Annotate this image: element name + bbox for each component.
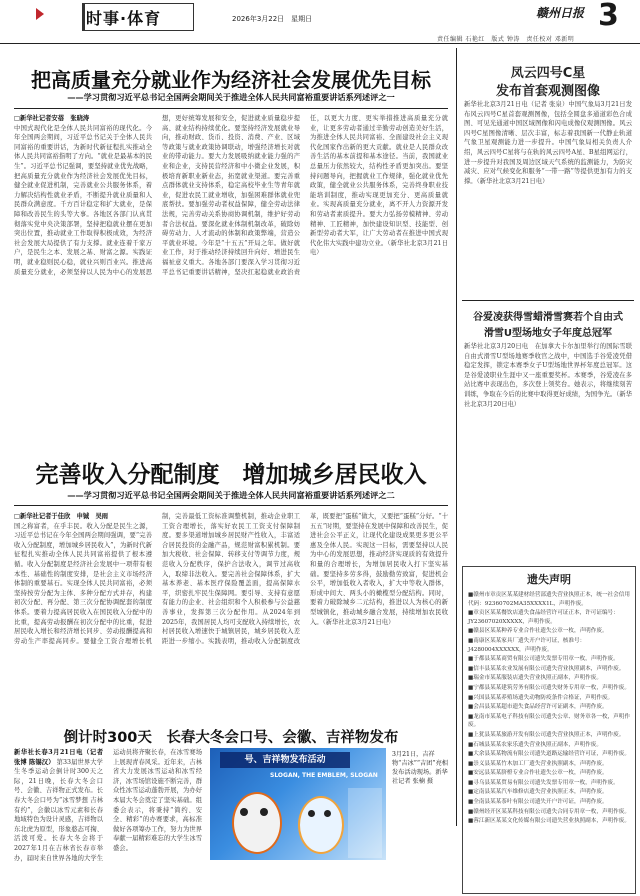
- notice-item: ■定南县某某汽车维修店遗失营业执照正本，声明作废。: [468, 789, 608, 796]
- masthead: [0, 0, 640, 44]
- skier-headline-1: 谷爱凌获得雪蜡滑雪赛若个自由式: [473, 312, 623, 323]
- notice-item: ■上犹县某某旅游开发有限公司遗失营业执照正本，声明作废。: [468, 731, 625, 738]
- mascot-left-icon: [232, 792, 282, 854]
- article3-headline: 倒计时300天 长春大冬会口号、会徽、吉祥物发布: [63, 730, 399, 746]
- article2-headline: 完善收入分配制度 增加城乡居民收入: [35, 462, 427, 488]
- photo-caption: 3月21日，吉祥物“吉冰”“吉团”亮相发布活动现场。新华社记者 张楠 摄: [392, 751, 448, 785]
- article1-byline: □新华社记者安蓓 张晓涛: [14, 115, 90, 122]
- notice-item: ■兴国县某某养殖场遗失动物防疫条件合格证，声明作废。: [468, 694, 614, 701]
- notice-item: ■瑞金市某某服装店遗失营业执照正副本，声明作废。: [468, 675, 602, 682]
- skier-headline-2: 滑雪U型场地女子年度总冠军: [483, 328, 613, 339]
- notice-box: [462, 566, 636, 894]
- article2-subhead: ——学习贯彻习近平总书记全国两会期间关于推进全体人民共同富裕重要讲话系列述评之二: [67, 490, 395, 500]
- notice-item: ■于都县某某商贸有限公司遗失发票专用章一枚，声明作废。: [468, 656, 619, 663]
- article3-body: [14, 748, 202, 890]
- notice-item: ■南康区某某家具厂遗失开户许可证，核准号：J4280004XXXXXX，声明作废。: [468, 637, 586, 653]
- article1-rule: [14, 108, 448, 109]
- sidebar-rule-1: [462, 300, 634, 301]
- article1-subhead: ——学习贯彻习近平总书记全国两会期间关于推进全体人民共同富裕重要讲话系列述评之一: [67, 92, 395, 102]
- paper-name: 赣州日报: [536, 6, 585, 20]
- satellite-headline-1: 凤云四号C星: [510, 66, 586, 81]
- column-divider: [456, 48, 457, 826]
- mascot-right-icon: [298, 796, 344, 854]
- photo-banner-en: SLOGAN, THE EMBLEM, SLOGAN: [270, 772, 378, 779]
- article2-rule: [14, 505, 448, 506]
- skier-body: 新华社北京3月20日电 在加拿大卡尔加里举行的国际雪联自由式滑雪U型场地赛季收官之战中，中国选手谷爱凌凭借稳定发挥，锁定本赛季女子U型场地世界杯年度总冠军。这是谷爱凌职业生涯中又一座重要奖杯。本赛季，谷爱凌在多站比赛中表现出色，多次登上领奖台。她表示，将继续刻苦训练，争取在今后的比赛中取得更好成绩，为国争光。（新华社北京3月20日电）: [464, 343, 632, 408]
- notice-title: 遗失声明: [527, 573, 571, 586]
- notice-item: ■会昌县某某超市遗失食品经营许可证副本，声明作废。: [468, 704, 608, 711]
- editor-credits: 责任编辑 石艳红 版式 钟涛 责任校对 邓新明: [437, 36, 575, 43]
- notice-item: ■蓉江新区某某文化传媒有限公司遗失营业执照副本，声明作废。: [468, 818, 630, 825]
- masthead-rule: [0, 43, 640, 44]
- section-marker-icon: [36, 8, 44, 20]
- article2-text: 国之称富者，在乎丰民。收入分配是民生之源，习近平总书记在今年全国两会期间强调，要“完善收入分配制度，增加城乡居民收入”，为新时代新征程扎实推动全体人民共同富裕提供了根本遵循。收入分配制度是经济社会发展中一项带有根本性、基础性的制度安排，是社会主义市场经济体制的重要基石。实现全体人民共同富裕，必须坚持按劳分配为主体、多种分配方式并存，构建初次分配、再分配、第三次分配协调配套的制度体系。要着力提高居民收入在国民收入分配中的比重，提高劳动报酬在初次分配中的比重，促进居民收入增长和经济增长同步、劳动报酬提高和劳动生产率提高同步。要健全工资合理增长机制，完善最低工资标准调整机制，推动企业职工工资合理增长，落实好农民工工资支付保障制度。要多渠道增加城乡居民财产性收入，丰富适合居民投资的金融产品，规范财富积累机制。要加大税收、社会保障、转移支付等调节力度，规范收入分配秩序，保护合法收入，调节过高收入，取缔非法收入。要完善社会保障体系，扩大基本养老、基本医疗保险覆盖面，提高保障水平，织密扎牢民生保障网。要引导、支持有意愿有能力的企业、社会组织和个人积极参与公益慈善事业，发挥第三次分配作用。从2024年到2025年，我国居民人均可支配收入持续增长，农村居民收入增速快于城镇居民，城乡居民收入差距进一步缩小。实践表明，推动收入分配制度改革，既要把“蛋糕”做大，又要把“蛋糕”分好。“十五五”时期，要坚持在发展中保障和改善民生，促进社会公平正义，让现代化建设成果更多更公平惠及全体人民。实现这一目标，需要坚持以人民为中心的发展思想，推动经济实现质的有效提升和量的合理增长，为增加居民收入打下坚实基础。要坚持多劳多得，鼓励勤劳致富，促进机会公平，增加低收入者收入，扩大中等收入群体，形成中间大、两头小的橄榄型分配结构。同时，要着力破除城乡二元结构，推进以人为核心的新型城镇化，推动城乡融合发展，持续增加农民收入。（新华社北京3月21日电）: [14, 513, 448, 645]
- notice-item: ■大余县某某物流有限公司遗失道路运输经营许可证，声明作废。: [468, 751, 630, 758]
- notice-item: ■安远县某某脐橙专业合作社遗失公章一枚，声明作废。: [468, 770, 608, 777]
- notice-item: ■寻乌县某某贸易有限公司遗失发票专用章一枚，声明作废。: [468, 779, 619, 786]
- notice-item: ■龙南市某某电子科技有限公司遗失公章、财务章各一枚，声明作废。: [468, 713, 630, 729]
- notice-item: ■赣州经开区某某科技有限公司遗失合同专用章一枚，声明作废。: [468, 808, 630, 815]
- article3-text: 第33届世界大学生冬季运动会倒计时300天之际，21日晚，长春大冬会口号、会徽、吉祥物正式发布。长春大冬会口号为“冰雪梦想 吉林有约”，会徽以冰雪元素和长春地域特色为设计灵感，吉祥物以东北虎为原型，形象憨态可掬、活泼可爱。长春大冬会将于2027年1月在吉林省长春市举办，届时来自世界各地的大学生运动员将齐聚长春，在冰雪赛场上展现青春风采。近年来，吉林省大力发展冰雪运动和冰雪经济，冰雪场馆设施不断完善，群众性冰雪运动蓬勃开展，为办好本届大冬会奠定了坚实基础。组委会表示，将秉持“简约、安全、精彩”的办赛要求，高标准做好各项筹办工作，努力为世界奉献一届精彩难忘的大学生冰雪盛会。: [14, 749, 202, 862]
- section-title: 时事·体育: [86, 9, 162, 28]
- notice-item: ■崇义县某某竹木加工厂遗失营业执照副本，声明作废。: [468, 760, 608, 767]
- article3-block: [14, 722, 448, 892]
- notice-item: ■宁都县某某建筑劳务有限公司遗失财务专用章一枚，声明作废。: [468, 684, 630, 691]
- notice-item: ■信丰县某某农业发展有限公司遗失营业执照副本，声明作废。: [468, 665, 625, 672]
- article3-body-tail: [210, 864, 448, 890]
- mascot-right-eye-icon: [308, 810, 315, 817]
- mascot-right-eye2-icon: [324, 810, 331, 817]
- notice-item: ■赣县区某某种养专业合作社遗失公章一枚，声明作废。: [468, 628, 608, 635]
- notice-item: ■章贡区某某餐饮店遗失食品经营许可证正本，许可证编号：JY23607020XXXXX，声明作废。: [468, 610, 619, 625]
- notice-list: [463, 587, 635, 887]
- article1-body: [14, 114, 448, 448]
- satellite-body: 新华社北京3月21日电（记者 张泉）中国气象局3月21日发布风云四号C星首套观测图像，包括全圆盘多通道彩色合成图、可见光通道中国区域图像和闪电成像仪观测图像。风云四号C星图像清晰、层次丰富，标志着我国新一代静止轨道气象卫星观测能力进一步提升。中国气象局相关负责人介绍，风云四号C星将与在轨的风云四号A星、B星组网运行，进一步提升对我国及周边区域天气系统的监测能力，为防灾减灾、应对气候变化和服务“一带一路”等提供更加有力的支撑。（新华社北京3月21日电）: [464, 101, 632, 185]
- article1-text: 中国式现代化是全体人民共同富裕的现代化。今年全国两会期间，习近平总书记关于全体人民共同富裕的重要讲话，为新时代新征程扎实推动全体人民共同富裕指明了方向。“就业是最基本的民生”。习近平总书记强调，要坚持就业优先战略，把高质量充分就业作为经济社会发展优先目标，健全就业促进机制，完善就业公共服务体系，着力解决结构性就业矛盾，不断提升就业质量和人民群众满意度。千方百计稳定和扩大就业，是保障和改善民生的头等大事。各地区各部门认真贯彻落实党中央决策部署，坚持把稳就业摆在更加突出位置，推动就业工作取得积极成效，为经济社会发展大局提供了有力支撑。就业连着千家万户，是民生之本、发展之基、财富之源。实践证明，就业稳则民心稳，就业兴则百业兴。推进高质量充分就业，必须坚持以人民为中心的发展思想，更好统筹发展和安全，促进就业质量稳步提高、就业结构持续优化。要坚持经济发展就业导向，推动财政、货币、投资、消费、产业、区域等政策与就业政策协调联动，增强经济增长对就业的带动能力。要大力发展吸纳就业能力强的产业和企业，支持民营经济和中小微企业发展，积极培育新职业新业态，拓宽就业渠道。要完善重点群体就业支持体系，稳定高校毕业生等青年就业，促进农民工就业增收，加强困难群体就业兜底帮扶。要加强劳动者权益保障，健全劳动法律法规，完善劳动关系协商协调机制，维护好劳动者合法权益。要深化就业体制机制改革，破除妨碍劳动力、人才流动的体制和政策弊端，营造公平就业环境。今年是“十五五”开局之年。做好就业工作，对于推动经济持续回升向好、增进民生福祉意义重大。各地各部门要深入学习贯彻习近平总书记重要讲话精神，坚决扛起稳就业政治责任，以更大力度、更实举措推进高质量充分就业，让更多劳动者通过辛勤劳动创造美好生活，为推进全体人民共同富裕、全面建设社会主义现代化国家作出新的更大贡献。就业是人民群众改善生活的基本前提和基本途径。当前，我国就业总量压力依然较大，结构性矛盾更加突出。要坚持问题导向，把握就业工作规律，强化就业优先政策，健全就业公共服务体系，完善终身职业技能培训制度，推动实现更加充分、更高质量就业。实现高质量充分就业，离不开人力资源开发和劳动者素质提升。要大力弘扬劳模精神、劳动精神、工匠精神，加快建设知识型、技能型、创新型劳动者大军，让广大劳动者在推进中国式现代化伟大实践中建功立业。（新华社北京3月21日电）: [14, 115, 448, 276]
- mascot-photo: [210, 748, 386, 860]
- mascot-left-eye2-icon: [260, 808, 268, 816]
- satellite-headline-2: 发布首套观测图像: [495, 84, 600, 99]
- issue-date: 2026年3月22日 星期日: [232, 15, 313, 23]
- notice-item: ■赣州市章贡区某某建材经营部遗失营业执照正本，统一社会信用代码：92360702MA35XXXX1L，声明作废。: [468, 592, 630, 607]
- notice-item: ■石城县某某农家乐遗失营业执照正副本，声明作废。: [468, 741, 602, 748]
- article2-byline: □新华社记者于佳欣 申铖 吴雨: [14, 513, 109, 520]
- photo-banner: 号、吉祥物发布活动: [220, 752, 350, 768]
- stage-panel: [348, 788, 382, 858]
- notice-item: ■全南县某某茶叶有限公司遗失开户许可证，声明作废。: [468, 799, 608, 806]
- article3-byline: 新华社长春3月21日电（记者 张博 陈锡汉）: [14, 749, 103, 766]
- page-number: 3: [598, 0, 619, 33]
- mascot-left-eye-icon: [240, 808, 248, 816]
- article1-headline: 把高质量充分就业作为经济社会发展优先目标: [31, 68, 431, 92]
